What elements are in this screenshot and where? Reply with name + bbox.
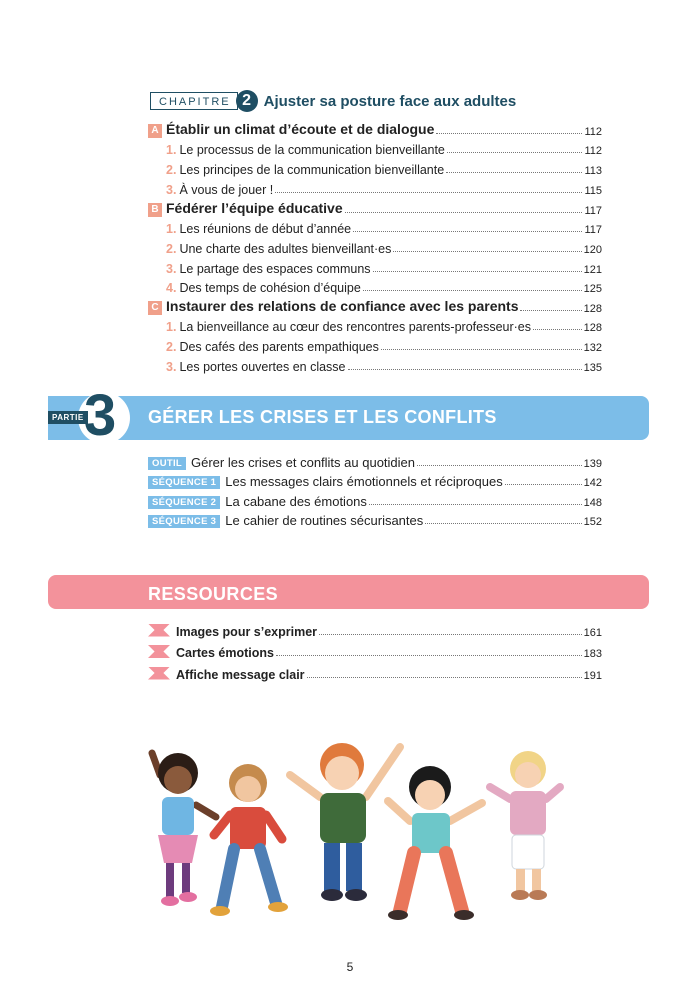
toc-part-3 — [148, 450, 602, 528]
page-ref: 112 — [584, 145, 602, 158]
toc-entry[interactable] — [148, 177, 602, 197]
dot-leader — [417, 465, 582, 466]
page-ref: 117 — [584, 224, 602, 237]
item-label: À vous de jouer ! — [179, 182, 274, 197]
child-green-vest — [290, 743, 400, 901]
page-ref: 183 — [583, 648, 602, 660]
toc-entry[interactable] — [148, 157, 602, 177]
dot-leader — [307, 677, 582, 678]
toc-entry[interactable] — [148, 118, 602, 138]
entry-badge: SÉQUENCE 3 — [148, 515, 220, 528]
dot-leader — [425, 523, 581, 524]
dot-leader — [447, 152, 583, 153]
page-ref: 148 — [583, 496, 602, 509]
toc-entry[interactable] — [148, 256, 602, 276]
dot-leader — [353, 231, 582, 232]
chapter-header — [150, 90, 516, 112]
resources-title: RESSOURCES — [148, 584, 279, 604]
item-label: Des temps de cohésion d’équipe — [179, 281, 361, 296]
item-number: 3. — [166, 182, 177, 197]
entry-label: Cartes émotions — [176, 646, 274, 660]
entry-badge: SÉQUENCE 2 — [148, 496, 220, 509]
part-number: 3 — [84, 383, 117, 448]
page-ref: 139 — [583, 457, 602, 470]
dot-leader — [363, 290, 582, 291]
child-striped-trousers — [388, 766, 482, 920]
item-number: 1. — [166, 320, 177, 335]
item-label: Le processus de la communication bienveillante — [179, 143, 445, 158]
item-label: Les portes ouvertes en classe — [179, 359, 346, 374]
item-label: Les principes de la communication bienveillante — [179, 163, 445, 178]
item-number: 3. — [166, 261, 177, 276]
page-ref: 135 — [583, 361, 602, 374]
dot-leader — [381, 349, 582, 350]
resources-banner — [48, 575, 649, 609]
part-title: GÉRER LES CRISES ET LES CONFLITS — [148, 407, 497, 427]
entry-label: Les messages clairs émotionnels et réciproques — [225, 474, 503, 489]
section-letter: C — [148, 301, 162, 315]
toc-resources — [148, 617, 602, 682]
toc-entry[interactable] — [148, 236, 602, 256]
child-plaid-shirt — [210, 764, 288, 916]
ribbon-icon — [148, 667, 170, 680]
page-ref: 132 — [583, 342, 602, 355]
entry-label: Gérer les crises et conflits au quotidien — [191, 454, 415, 470]
dot-leader — [393, 251, 581, 252]
dot-leader — [505, 484, 582, 485]
page-ref: 113 — [584, 165, 602, 178]
toc-entry[interactable] — [148, 295, 602, 315]
toc-section-c — [148, 295, 602, 374]
toc-entry[interactable] — [148, 138, 602, 158]
entry-label: Affiche message clair — [176, 667, 305, 682]
toc-entry[interactable] — [148, 470, 602, 490]
dot-leader — [345, 212, 583, 213]
toc-entry[interactable] — [148, 489, 602, 509]
page-ref: 115 — [584, 184, 602, 197]
item-label: Les réunions de début d’année — [179, 222, 352, 237]
chapter-title: Ajuster sa posture face aux adultes — [263, 92, 517, 110]
page-ref: 128 — [583, 302, 602, 315]
dot-leader — [533, 329, 582, 330]
item-number: 3. — [166, 359, 177, 374]
toc-entry[interactable] — [148, 450, 602, 470]
item-label: Des cafés des parents empathiques — [179, 340, 379, 355]
item-number: 2. — [166, 163, 177, 178]
item-label: Une charte des adultes bienveillant·es — [179, 242, 392, 257]
ribbon-icon — [148, 645, 170, 658]
entry-badge: SÉQUENCE 1 — [148, 476, 220, 489]
dot-leader — [275, 192, 582, 193]
dot-leader — [369, 504, 582, 505]
page-ref: 117 — [584, 204, 602, 217]
chapter-number: 2 — [236, 90, 258, 112]
page-ref: 152 — [583, 516, 602, 528]
item-number: 2. — [166, 340, 177, 355]
page-ref: 121 — [583, 263, 602, 276]
toc-entry[interactable] — [148, 315, 602, 335]
entry-label: Le cahier de routines sécurisantes — [225, 513, 424, 528]
section-letter: A — [148, 124, 162, 138]
page-ref: 128 — [583, 322, 602, 335]
entry-label: La cabane des émotions — [225, 493, 367, 509]
section-letter: B — [148, 203, 162, 217]
toc-entry[interactable] — [148, 617, 602, 639]
item-number: 4. — [166, 281, 177, 296]
item-number: 2. — [166, 242, 177, 257]
section-title: Fédérer l’équipe éducative — [166, 199, 343, 216]
item-number: 1. — [166, 222, 177, 237]
dot-leader — [276, 655, 582, 656]
toc-entry[interactable] — [148, 509, 602, 529]
page-ref: 112 — [584, 125, 602, 138]
toc-section-a — [148, 118, 602, 197]
entry-label: Images pour s’exprimer — [176, 624, 318, 639]
child-girl-curly-hair — [152, 753, 216, 906]
dot-leader — [446, 172, 582, 173]
section-title: Instaurer des relations de confiance avec les parents — [166, 297, 519, 314]
part-tag: PARTIE — [48, 411, 88, 424]
section-title: Établir un climat d’écoute et de dialogue — [166, 120, 435, 137]
toc-entry[interactable] — [148, 197, 602, 217]
item-label: La bienveillance au cœur des rencontres parents-professeur·es — [179, 320, 532, 335]
toc-entry[interactable] — [148, 276, 602, 296]
toc-entry[interactable] — [148, 334, 602, 354]
page-ref: 125 — [583, 283, 602, 296]
chapter-label: CHAPITRE — [150, 92, 238, 110]
ribbon-icon — [148, 624, 170, 637]
child-blonde-pink-scarf — [490, 751, 560, 900]
page-ref: 191 — [583, 669, 602, 682]
toc-entry[interactable] — [148, 217, 602, 237]
toc-entry[interactable] — [148, 639, 602, 661]
toc-entry[interactable] — [148, 660, 602, 682]
dot-leader — [348, 369, 582, 370]
toc-entry[interactable] — [148, 354, 602, 374]
toc-section-b — [148, 197, 602, 295]
item-number: 1. — [166, 143, 177, 158]
dot-leader — [520, 310, 581, 311]
entry-badge: OUTIL — [148, 457, 186, 470]
page-ref: 161 — [583, 626, 602, 639]
children-dancing-illustration — [130, 735, 570, 925]
dot-leader — [319, 634, 582, 635]
dot-leader — [373, 271, 582, 272]
dot-leader — [436, 133, 582, 134]
page-ref: 142 — [583, 477, 602, 489]
page-ref: 120 — [583, 244, 602, 257]
item-label: Le partage des espaces communs — [179, 261, 371, 276]
page-number: 5 — [346, 960, 354, 974]
